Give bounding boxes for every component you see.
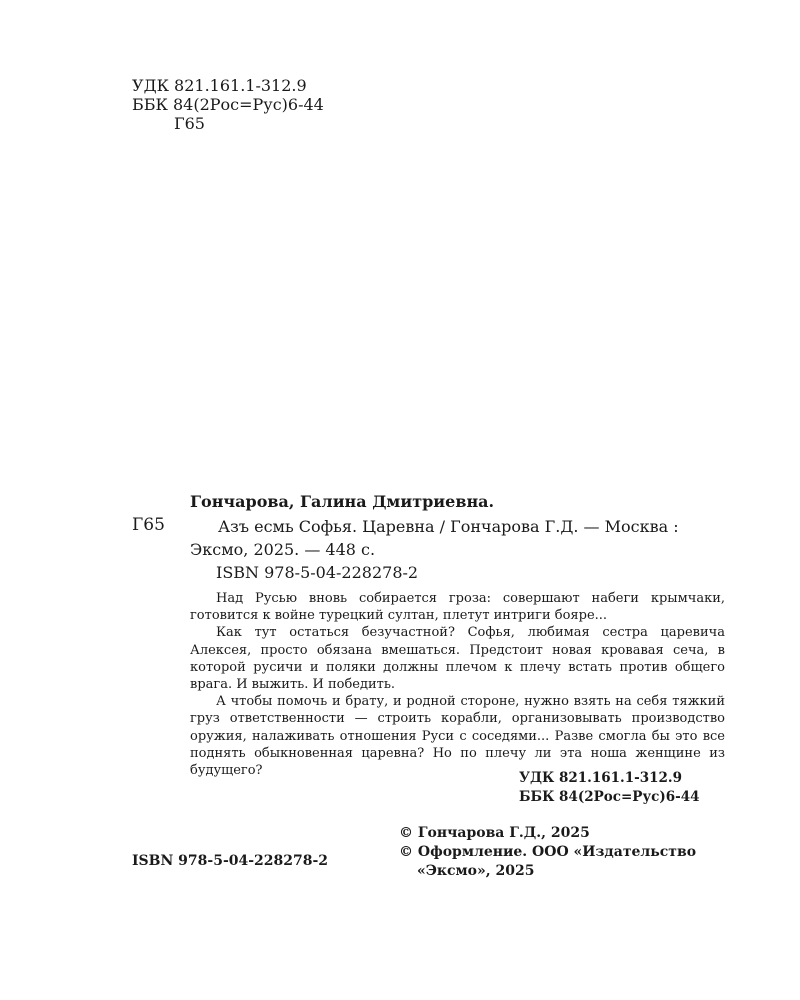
copyright-publisher: «Эксмо», 2025 <box>417 863 535 879</box>
catalog-author: Гончарова, Галина Дмитриевна. <box>190 492 495 511</box>
catalog-entry-line1: Азъ есмь Софья. Царевна / Гончарова Г.Д. — Москва : <box>218 517 679 536</box>
catalog-entry <box>190 515 725 561</box>
copyright-block <box>399 824 696 881</box>
copyright-author: © Гончарова Г.Д., 2025 <box>399 825 590 841</box>
top-classification-codes <box>132 76 324 133</box>
author-mark: Г65 <box>174 114 205 133</box>
catalog-author-mark: Г65 <box>132 515 165 535</box>
bottom-udk-code: УДК 821.161.1-312.9 <box>519 770 682 786</box>
bbk-code: ББК 84(2Рос=Рус)6-44 <box>132 95 324 114</box>
bottom-bbk-code: ББК 84(2Рос=Рус)6-44 <box>519 789 700 805</box>
copyright-design: © Оформление. ООО «Издательство <box>399 844 697 860</box>
annotation-paragraph-3: А чтобы помочь и брату, и родной стороне, нужно взять на себя тяжкий груз ответственности — строить корабли, организовывать производство оружия, налаживать отношения Руси с соседями... Разве смогла бы это все поднять обыкновенная царевна? Но по плечу ли эта ноша женщине из будущего? <box>190 694 725 779</box>
catalog-isbn: ISBN 978-5-04-228278-2 <box>216 563 419 582</box>
annotation-paragraph-2: Как тут остаться безучастной? Софья, любимая сестра царевича Алексея, просто обязана вмешаться. Предстоит новая кровавая сеча, в которой русичи и поляки должны плечом к плечу встать против общего врага. И выжить. И победить. <box>190 625 725 693</box>
annotation-paragraph-1: Над Русью вновь собирается гроза: совершают набеги крымчаки, готовится к войне турецкий султан, плетут интриги бояре... <box>190 591 725 624</box>
bottom-isbn: ISBN 978-5-04-228278-2 <box>132 853 329 869</box>
bottom-classification-codes <box>519 769 700 807</box>
catalog-entry-line2: Эксмо, 2025. — 448 с. <box>190 540 376 559</box>
udk-code: УДК 821.161.1-312.9 <box>132 76 307 95</box>
annotation <box>190 590 725 779</box>
